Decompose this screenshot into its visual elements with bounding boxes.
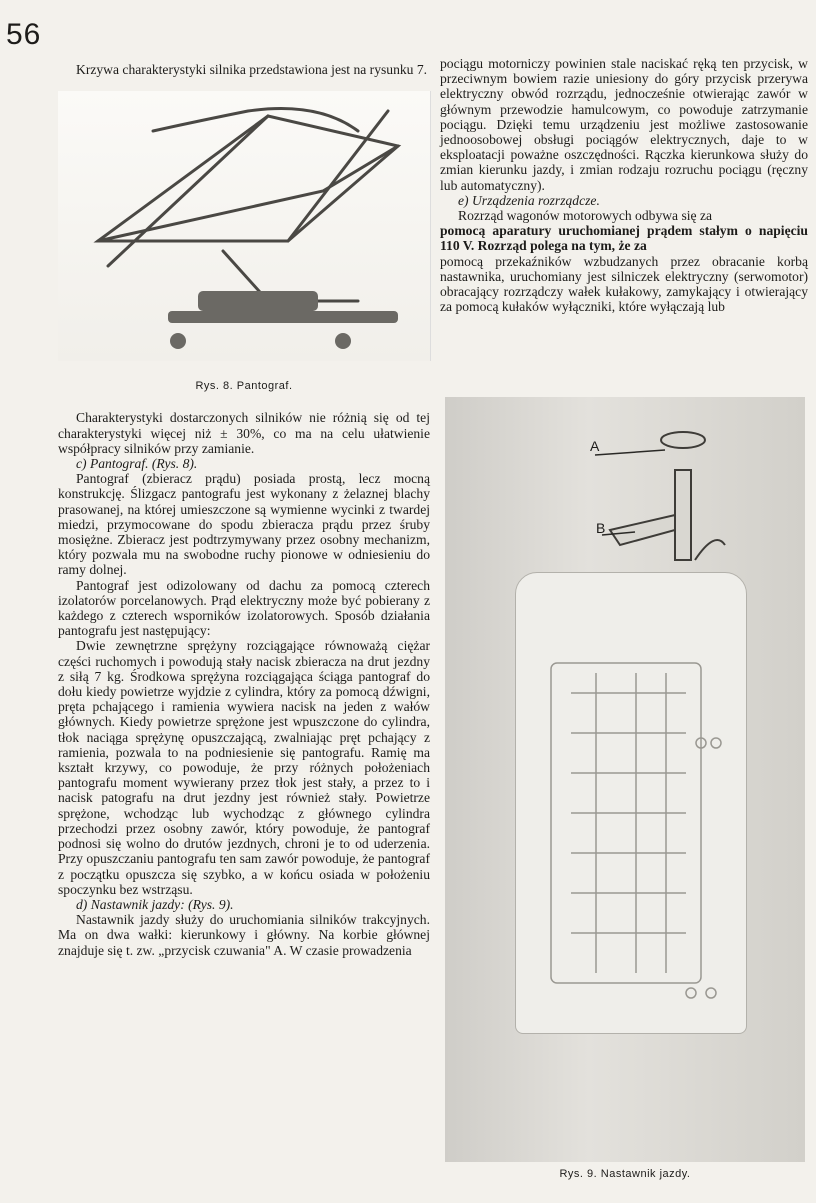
- paragraph-control-bold: pomocą aparatury uruchomianej prądem stałym o napięciu 110 V. Rozrząd polega na tym, że za: [440, 223, 808, 254]
- figure-9-label-b: B: [596, 520, 606, 536]
- paragraph-pantograph-operation: Dwie zewnętrzne sprężyny rozciągające równoważą ciężar części ruchomych i powodują stały nacisk zbieracza na drut jezdny z siłą 7 kg. Środkowa sprężyna rozciągająca ściąga pantograf do dołu kiedy powietrze wyjdzie z cylindra, który za pomocą dźwigni, pręta pchającego i ramienia wywiera nacisk na jeden z wałów głównych. Kiedy powietrze sprężone jest wpuszczone do cylindra, tłok naciąga sprężynę opuszczającą, zwalniając pręt pchający z ramienia, pozwala to na podniesienie się pantografu. Ramię ma kształt krzywy, co powoduje, że przy różnych położeniach pantografu moment wywierany przez tłok jest stały, a przez to i nacisk patografu na drut jezdny jest również stały. Powietrze sprężone, wchodząc lub wychodząc z głównego cylindra przechodzi przez osobny zawór, który powoduje, że pantograf podnosi się wolno do drutów jezdnych, chroni je to od uderzenia. Przy opuszczaniu pantografu ten sam zawór powoduje, że pantograf z początku opuszcza się szybko, a w końcu osiada w położeniu spoczynku bez wstrząsu.: [58, 638, 430, 897]
- paragraph-pantograph-insulation: Pantograf jest odizolowany od dachu za pomocą czterech izolatorów porcelanowych. Prąd elektryczny może być pobierany z każdego z czterech wsporników izolatorowych. Sposób działania pantografu jest następujący:: [58, 577, 430, 639]
- paragraph-controller: Nastawnik jazdy służy do uruchomiania silników trakcyjnych. Ma on dwa wałki: kierunkowy i główny. Na korbie głównej znajduje się t. zw. „przycisk czuwania" A. W czasie prowadzenia: [58, 912, 430, 958]
- pantograph-figure: [58, 91, 431, 361]
- section-heading-c: c) Pantograf. (Rys. 8).: [76, 456, 198, 472]
- intro-paragraph: Krzywa charakterystyki silnika przedstawiona jest na rysunku 7.: [76, 62, 428, 77]
- figure-9-label-a: A: [590, 438, 600, 454]
- controller-handle-drawing: [590, 420, 730, 590]
- paragraph-deadman: pociągu motorniczy powinien stale naciskać ręką ten przycisk, w przeciwnym bowiem razie uniesiony do góry przycisk przerywa elektryczny obwód rozrządu, jednocześnie otwierając zawór w głównym przewodzie hamulcowym, co powoduje zatrzymanie pociągu. Dzięki temu urządzeniu jest możliwe zastosowanie jednoosobowej obsługi pociągów elektrycznych, daje to w eksploatacji poważne oszczędności. Rączka kierunkowa służy do zmian kierunku jazdy, i zmian rodzaju rozruchu pociągu (ręczny lub automatyczny).: [440, 56, 808, 193]
- paragraph-control-start: Rozrząd wagonów motorowych odbywa się za: [458, 208, 713, 224]
- section-heading-d: d) Nastawnik jazdy: (Rys. 9).: [76, 896, 234, 912]
- paragraph-characteristics: Charakterystyki dostarczonych silników nie różnią się od tej charakterystyki więcej niż ± 30%, co ma na celu ułatwienie współpracy silników przy zamianie.: [58, 410, 430, 456]
- controller-drawing: [516, 573, 746, 1033]
- paragraph-pantograph-construction: Pantograf (zbieracz prądu) posiada prostą, lecz mocną konstrukcję. Ślizgacz pantografu jest wykonany z żelaznej blachy prasowanej, na której umieszczone są wymienne wycinki z twardej miedzi, przymocowane do spodu zbieracza prądu przez śruby mosiężne. Zbieracz jest podtrzymywany przez osobny mechanizm, który pozwala mu na swobodne ruchy pionowe w odniesieniu do ramy dolnej.: [58, 471, 430, 578]
- section-heading-e: e) Urządzenia rozrządcze.: [458, 192, 600, 208]
- left-column: [58, 62, 430, 958]
- right-column: [440, 56, 808, 314]
- page-number: 56: [6, 18, 42, 51]
- paragraph-control-end: pomocą przekaźników wzbudzanych przez obracanie korbą nastawnika, uruchomiany jest silniczek elektryczny (serwomotor) obracający rozrządczy wałek kułakowy, zamykający i otwierający za pomocą kułaków wyłączniki, które wyłączają lub: [440, 253, 808, 315]
- figure-8-caption: Rys. 8. Pantograf.: [195, 380, 293, 393]
- figure-9-caption: Rys. 9. Nastawnik jazdy.: [559, 1168, 691, 1180]
- pantograph-drawing: [58, 91, 430, 361]
- controller-housing: [515, 572, 747, 1034]
- label-a-leader: [595, 450, 665, 455]
